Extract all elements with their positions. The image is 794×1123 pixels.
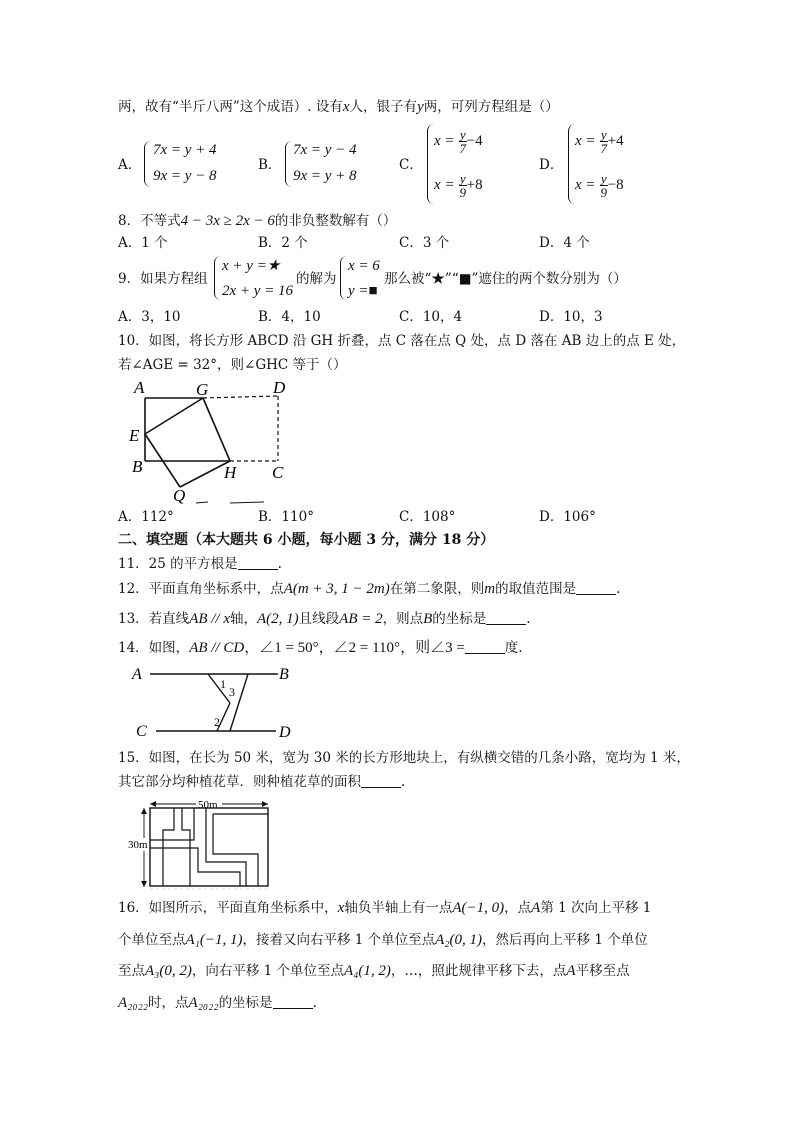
- q15-height-arrow-bottom: [141, 881, 147, 887]
- q15-width-arrow-right: [262, 801, 268, 807]
- q7-intro-a: 两，故有“半斤八两”这个成语）. 设有: [118, 99, 343, 115]
- q7-option-d-brace: [568, 124, 575, 204]
- q9-system-brace: [214, 256, 221, 300]
- q15-figure: [118, 796, 278, 892]
- q16-line4: [118, 994, 317, 1012]
- q7-d-eq2-frac: [600, 172, 608, 199]
- q7-option-d-label: D．: [539, 157, 564, 173]
- q10-option-d: D．106°: [539, 509, 596, 525]
- q14-transversal-main: [230, 674, 248, 731]
- q7-c-eq1-den: 7: [459, 141, 466, 156]
- q15-height-label: 30m: [128, 839, 148, 851]
- q7-d-eq2-num: y: [600, 171, 607, 186]
- q7-d-eq2-lhs: x =: [575, 177, 596, 193]
- q9-middle: 的解为: [296, 271, 337, 287]
- q14-angle1: ，∠1 = 50°: [244, 640, 319, 656]
- q7-option-c-eq2: [434, 172, 483, 199]
- q10-edge-gd-dashed: [203, 396, 278, 398]
- q10-edge-ge: [145, 398, 203, 434]
- q7-var-x: x: [342, 99, 350, 115]
- q10-label-a: A: [134, 378, 145, 397]
- q7-option-d-eq2: [575, 172, 624, 199]
- q9-sol-eq1: x = 6: [348, 258, 380, 274]
- q16-line4-b: 的坐标是: [218, 995, 273, 1011]
- q12-point: A(m + 3, 1 − 2m): [283, 581, 390, 597]
- q10-label-c: C: [272, 463, 284, 482]
- q9-option-b: B．4，10: [258, 309, 321, 325]
- q10-line2: 若∠AGE = 32°，则∠GHC 等于（）: [118, 357, 347, 373]
- q14-label-b: B: [279, 666, 289, 683]
- q16-line1-c: ，点: [504, 900, 532, 916]
- q12-prefix: 12．平面直角坐标系中，点: [118, 581, 284, 597]
- q7-d-eq2-den: 9: [600, 185, 607, 200]
- q7-d-eq1-lhs: x =: [575, 133, 596, 149]
- q8-option-d: D．4 个: [539, 235, 590, 251]
- q12-var: m: [484, 581, 496, 597]
- q13-line: AB // x: [189, 611, 231, 627]
- q16-line1-x: x: [337, 900, 345, 916]
- q15-path-2a: [150, 808, 194, 840]
- q7-intro-c: 两，可列方程组是（）: [423, 99, 559, 115]
- q10-label-e: E: [129, 426, 140, 445]
- q7-var-y: y: [417, 99, 424, 115]
- q9-sys-eq1: x + y =★: [222, 258, 281, 274]
- q12: [118, 580, 620, 598]
- q15-width-arrow-left: [150, 801, 156, 807]
- q13-mid: 轴，: [230, 611, 258, 627]
- q7-option-b-brace: [285, 141, 292, 187]
- q16-line2-a: 个单位至点: [118, 932, 186, 948]
- q7-d-eq2-rest: −8: [607, 177, 624, 193]
- q7-c-eq2-den: 9: [459, 185, 466, 200]
- q16-line4-pt2: A₂₀₂₂: [188, 995, 219, 1011]
- q10-option-a: A．112°: [118, 509, 174, 525]
- q7-option-b-eq1: 7x = y − 4: [293, 142, 357, 158]
- q16-line3: [118, 962, 630, 980]
- q7-option-c-label: C．: [399, 157, 423, 173]
- q7-c-eq2-frac: [459, 172, 467, 199]
- q14-ask: ，则∠3 =: [400, 640, 465, 656]
- q8-inequality: 4 − 3x ≥ 2x − 6: [180, 213, 275, 229]
- q7-option-b-eq2: 9x = y + 8: [293, 168, 357, 184]
- q7-option-a-brace: [144, 141, 151, 187]
- q16-line4-a: 时，点: [148, 995, 189, 1011]
- q7-option-c-eq1: [434, 128, 483, 155]
- q10-label-d: D: [273, 378, 286, 397]
- q7-option-a-label: A．: [118, 157, 142, 173]
- q10-label-h: H: [224, 463, 237, 482]
- q13-prefix: 13．若直线: [118, 611, 190, 627]
- q10-line1: 10．如图，将长方形 ABCD 沿 GH 折叠，点 C 落在点 Q 处，点 D 落在 AB 边上的点 E 处，: [118, 333, 686, 349]
- q10-label-g: G: [196, 380, 209, 399]
- q13-point: A(2, 1): [257, 611, 299, 627]
- q12-end: .: [616, 581, 621, 597]
- q9-prefix: 9．如果方程组: [118, 271, 208, 287]
- q9-sol-eq2: y =■: [348, 283, 378, 299]
- q16-line3-c: ，…，照此规律平移下去，点: [390, 963, 567, 979]
- q7-d-eq1-den: 7: [600, 141, 607, 156]
- q16-line3-d: 平移至点: [575, 963, 630, 979]
- q15-path-1b: [182, 808, 190, 886]
- q14-prefix: 14．如图，: [118, 640, 190, 656]
- q7-option-c-brace: [427, 124, 434, 204]
- q14-parallel: AB // CD: [189, 640, 245, 656]
- q10-edge-qh: [180, 461, 230, 487]
- q7-option-b-label: B．: [258, 157, 282, 173]
- q8-option-b: B．2 个: [258, 235, 308, 251]
- q13-blank[interactable]: [486, 612, 526, 625]
- q13: [118, 610, 531, 628]
- q7-c-eq2-num: y: [459, 171, 466, 186]
- q7-option-a-eq1: 7x = y + 4: [153, 142, 217, 158]
- q7-d-eq1-rest: +4: [607, 133, 624, 149]
- q8-option-c: C．3 个: [399, 235, 450, 251]
- q16-line4-pt: A₂₀₂₂: [118, 995, 149, 1011]
- q11-blank[interactable]: [238, 557, 278, 570]
- q9-option-d: D．10，3: [539, 309, 603, 325]
- q8-option-a: A．1 个: [118, 235, 168, 251]
- q9-suffix: 那么被“★”“■”遮住的两个数分别为（）: [384, 271, 627, 287]
- q16-line2: [118, 931, 648, 949]
- q16-line3-pt: A₃(0, 2): [145, 963, 192, 979]
- q14-angle-label-2: 2: [214, 715, 220, 729]
- q16-line1-A: A: [531, 900, 541, 916]
- q15-path-1a: [163, 808, 174, 886]
- q12-blank[interactable]: [576, 582, 616, 595]
- q7-d-eq1-num: y: [600, 127, 607, 142]
- q15-line1: 15．如图，在长为 50 米，宽为 30 米的长方形地块上，有纵横交错的几条小路，宽均为 1 米，: [118, 750, 690, 766]
- q16-line2-b: ，接着又向右平移 1 个单位至点: [242, 932, 436, 948]
- q12-suffix2: 的取值范围是: [495, 581, 577, 597]
- q10-option-c: C．108°: [399, 509, 456, 525]
- q10-option-b: B．110°: [258, 509, 314, 525]
- q16-line1: [118, 899, 651, 917]
- q16-line3-pt2: A₄(1, 2): [344, 963, 391, 979]
- q14-figure: [128, 660, 308, 742]
- q8-suffix: 的非负整数解有（）: [274, 213, 397, 229]
- q16-end: .: [312, 995, 317, 1011]
- q7-c-eq1-num: y: [459, 127, 466, 142]
- section-2-title: 二、填空题（本大题共 6 小题，每小题 3 分，满分 18 分）: [118, 532, 495, 548]
- q9-option-a: A．3，10: [118, 309, 181, 325]
- q14-transversal-upper: [208, 674, 230, 703]
- q13-var: B: [423, 611, 433, 627]
- q7-option-d-eq1: [575, 128, 624, 155]
- q11-text: 11．25 的平方根是: [118, 556, 238, 572]
- q9-sys-eq2: 2x + y = 16: [222, 283, 294, 299]
- q16-line3-b: ，向右平移 1 个单位至点: [191, 963, 345, 979]
- q13-suffix: ，则点: [382, 611, 424, 627]
- q15-line2-text: 其它部分均种植花草．则种植花草的面积: [118, 774, 361, 790]
- q16-blank[interactable]: [273, 996, 313, 1009]
- q15-end: .: [401, 774, 406, 790]
- q10-fragment-2: [230, 502, 264, 503]
- q13-suffix2: 的坐标是: [432, 611, 487, 627]
- q10-label-q: Q: [173, 486, 186, 505]
- q10-figure: [118, 374, 308, 509]
- q8-prefix: 8．不等式: [118, 213, 181, 229]
- q9-option-c: C．10，4: [399, 309, 463, 325]
- q16-line1-d: 第 1 次向上平移 1: [540, 900, 652, 916]
- q15-path-5: [213, 814, 258, 886]
- q14-angle2: ，∠2 = 110°: [318, 640, 401, 656]
- q16-line1-a: 16．如图所示，平面直角坐标系中，: [118, 900, 338, 916]
- q15-blank[interactable]: [361, 775, 401, 788]
- q10-edge-gh: [203, 398, 230, 461]
- q14-end: 度.: [504, 640, 523, 656]
- q8-stem: [118, 212, 396, 230]
- q7-option-a-eq2: 9x = y − 8: [153, 168, 217, 184]
- q14-angle-label-3: 3: [229, 685, 235, 699]
- q13-seg: AB = 2: [339, 611, 383, 627]
- q7-c-eq1-frac: [459, 128, 467, 155]
- q14-label-a: A: [132, 666, 142, 683]
- q13-mid2: 且线段: [298, 611, 340, 627]
- q11: [118, 555, 282, 573]
- q7-c-eq1-lhs: x =: [434, 133, 455, 149]
- q9-solution-brace: [340, 256, 347, 300]
- q7-c-eq2-lhs: x =: [434, 177, 455, 193]
- q10-label-b: B: [132, 457, 143, 476]
- q16-line2-c: ，然后再向上平移 1 个单位: [482, 932, 648, 948]
- q16-line1-pt: A(−1, 0): [452, 900, 505, 916]
- q14-label-d: D: [279, 724, 291, 741]
- q14: [118, 639, 523, 657]
- q7-c-eq1-rest: −4: [466, 133, 483, 149]
- q14-blank[interactable]: [465, 641, 505, 654]
- q10-fragment-1: [196, 502, 208, 503]
- q13-end: .: [526, 611, 531, 627]
- q14-label-c: C: [136, 723, 147, 740]
- q7-intro-b: 人，银子有: [349, 99, 418, 115]
- q16-line3-A: A: [566, 963, 576, 979]
- q16-line1-b: 轴负半轴上有一点: [344, 900, 453, 916]
- q15-height-arrow-top: [141, 808, 147, 814]
- q16-line2-pt: A₁(−1, 1): [185, 932, 243, 948]
- q11-end: .: [277, 556, 282, 572]
- q7-c-eq2-rest: +8: [466, 177, 483, 193]
- q14-angle-label-1: 1: [220, 677, 226, 691]
- q16-line2-pt2: A₂(0, 1): [435, 932, 483, 948]
- q15-width-label: 50m: [198, 799, 218, 811]
- q15-line2: [118, 773, 405, 791]
- q12-suffix: 在第二象限，则: [389, 581, 485, 597]
- q15-plot-outline: [150, 808, 268, 886]
- q7-d-eq1-frac: [600, 128, 608, 155]
- q16-line3-a: 至点: [118, 963, 145, 979]
- q7-stem: [118, 98, 559, 116]
